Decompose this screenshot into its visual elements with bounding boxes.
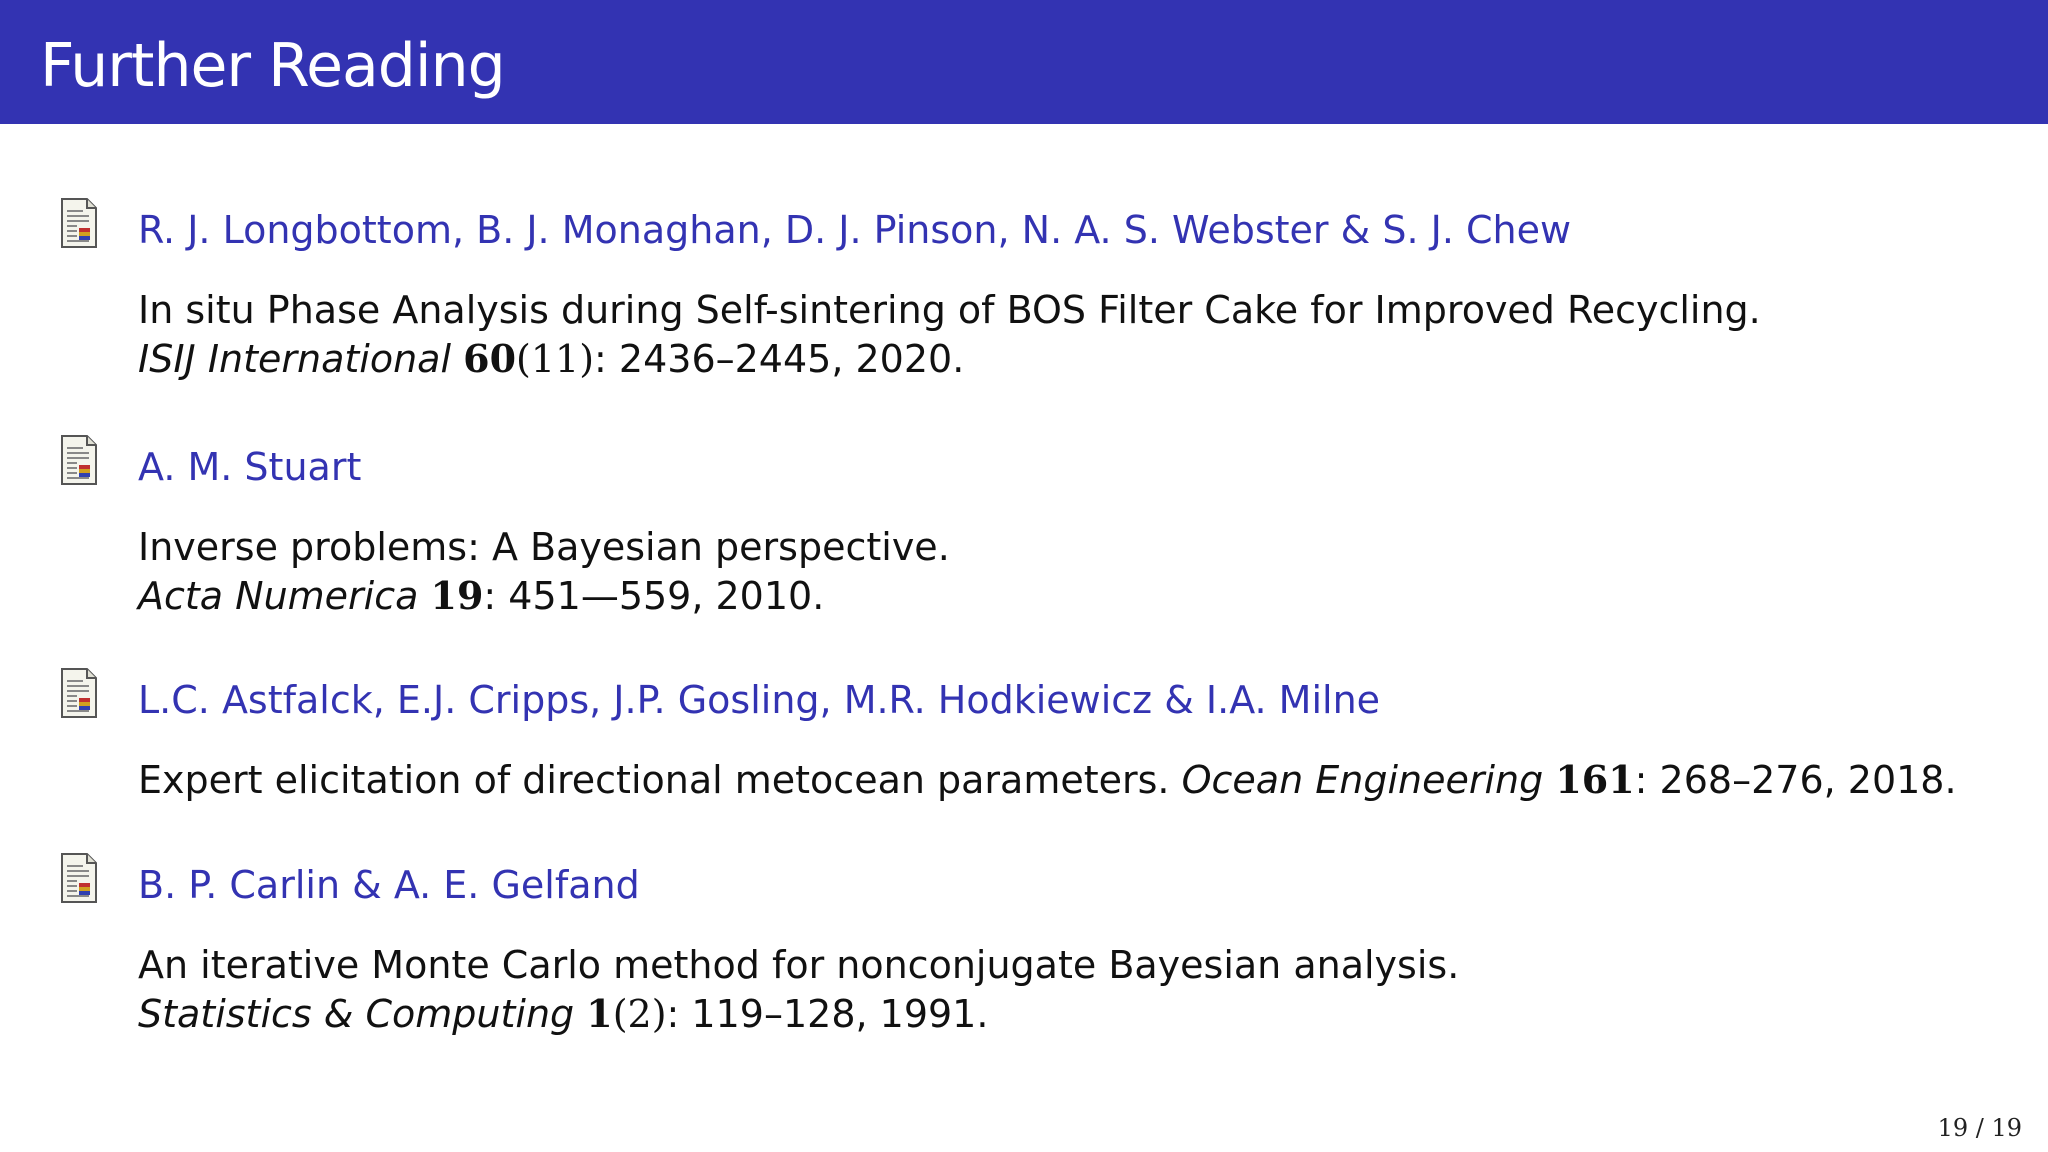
reference-2-journal: Acta Numerica: [138, 574, 419, 618]
reference-4-pages: : 119–128, 1991.: [666, 992, 989, 1036]
reference-4-issue: (2): [612, 992, 667, 1036]
reference-4-volume: 1: [586, 991, 613, 1036]
reference-3-title: Expert elicitation of directional metocean parameters.: [138, 758, 1170, 802]
reference-2-title: Inverse problems: A Bayesian perspective.: [138, 525, 950, 569]
reference-2-pages: : 451—559, 2010.: [483, 574, 825, 618]
reference-4-title: An iterative Monte Carlo method for nonconjugate Bayesian analysis.: [138, 943, 1460, 987]
reference-1-volume: 60: [463, 336, 517, 381]
article-icon: [60, 853, 98, 903]
reference-1-authors: R. J. Longbottom, B. J. Monaghan, D. J. Pinson, N. A. S. Webster & S. J. Chew: [138, 208, 1572, 252]
reference-1-pages: : 2436–2445, 2020.: [594, 337, 965, 381]
reference-3-citation: [138, 757, 1957, 803]
reference-1-title: In situ Phase Analysis during Self-sintering of BOS Filter Cake for Improved Recycling.: [138, 288, 1761, 332]
article-icon: [60, 198, 98, 248]
reference-4-authors: B. P. Carlin & A. E. Gelfand: [138, 863, 640, 907]
page-number: 19 / 19: [1937, 1114, 2022, 1142]
reference-2-authors: A. M. Stuart: [138, 445, 362, 489]
reference-1-source: [138, 336, 964, 382]
reference-1-journal: ISIJ International: [138, 337, 452, 381]
slide-title: Further Reading: [40, 31, 505, 101]
reference-3-pages: : 268–276, 2018.: [1634, 758, 1957, 802]
article-icon: [60, 435, 98, 485]
reference-3-volume: 161: [1555, 757, 1635, 802]
reference-2-volume: 19: [430, 573, 484, 618]
reference-3-authors: L.C. Astfalck, E.J. Cripps, J.P. Gosling, M.R. Hodkiewicz & I.A. Milne: [138, 678, 1381, 722]
title-bar: [0, 0, 2048, 124]
reference-4-source: [138, 991, 988, 1037]
reference-2-source: [138, 573, 824, 619]
reference-3-journal: Ocean Engineering: [1181, 758, 1544, 802]
reference-4-journal: Statistics & Computing: [138, 992, 575, 1036]
article-icon: [60, 668, 98, 718]
reference-1-issue: (11): [516, 337, 595, 381]
